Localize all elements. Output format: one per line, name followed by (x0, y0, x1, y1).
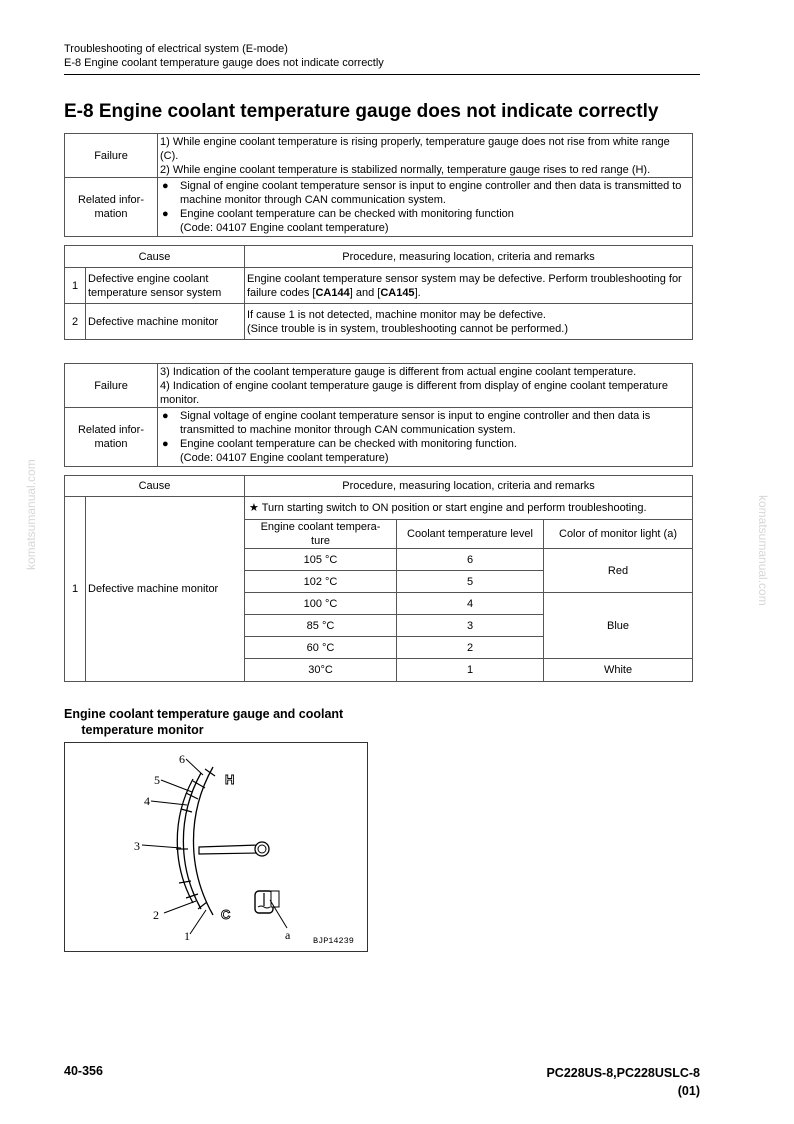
related-info-cell (158, 178, 693, 237)
model-info (546, 1064, 700, 1100)
level-temp: 85 °C (245, 615, 397, 637)
header-rule (64, 74, 700, 75)
cause-number: 1 (65, 268, 86, 304)
watermark-left: komatsumanual.com (24, 459, 38, 570)
procedure-text: Engine coolant temperature sensor system may be defective. Perform troubleshooting for failure codes [CA144] and [CA145]. (245, 268, 693, 304)
level-value: 3 (397, 615, 544, 637)
page-title: E-8 Engine coolant temperature gauge does not indicate correctly (64, 101, 659, 122)
model-name: PC228US-8,PC228USLC-8 (546, 1066, 700, 1080)
cause-table-2 (64, 475, 693, 682)
failure-code: CA145 (380, 286, 415, 299)
gauge-needle (199, 842, 269, 856)
revision: (01) (677, 1084, 700, 1098)
callout-6: 6 (179, 752, 185, 766)
level-value: 2 (397, 637, 544, 659)
gauge-figure (64, 742, 368, 952)
level-value: 5 (397, 571, 544, 593)
callout-2: 2 (153, 908, 159, 922)
level-value: 6 (397, 549, 544, 571)
related-info-item: ● Signal voltage of engine coolant temperature sensor is input to engine controller and then data is transmitted to machine monitor through CAN communication system. (162, 410, 651, 436)
watermark-right: komatsumanual.com (756, 495, 770, 606)
gauge-segment-dividers (176, 769, 215, 909)
procedure-cell (245, 497, 693, 682)
page-number: 40-356 (64, 1064, 103, 1078)
failure-info-table-1 (64, 133, 693, 237)
related-info-item: ● Engine coolant temperature can be checked with monitoring function. (Code: 04107 Engine coolant temperature) (162, 438, 517, 464)
procedure-header: Procedure, measuring location, criteria and remarks (245, 476, 693, 497)
level-temp: 30°C (245, 659, 397, 681)
header-line-1: Troubleshooting of electrical system (E-mode) (64, 43, 288, 55)
callout-5: 5 (154, 773, 160, 787)
level-header-temp: Engine coolant tempera- ture (245, 520, 397, 549)
cold-mark: C (221, 907, 231, 922)
related-info-label: Related infor- mation (65, 408, 158, 467)
star-icon: ★ (249, 502, 262, 514)
callout-3: 3 (134, 839, 140, 853)
failure-label: Failure (65, 364, 158, 408)
failure-label: Failure (65, 134, 158, 178)
cause-header: Cause (65, 476, 245, 497)
related-info-item: ● Engine coolant temperature can be checked with monitoring function (Code: 04107 Engine coolant temperature) (162, 208, 514, 234)
level-header-color: Color of monitor light (a) (544, 520, 693, 549)
failure-text: 3) Indication of the coolant temperature gauge is different from actual engine coolant temperature. 4) Indication of engine coolant temperature gauge is different from display of engine coolant temperature monitor. (158, 364, 693, 408)
cause-table-1 (64, 245, 693, 340)
callout-4: 4 (144, 794, 150, 808)
level-color-red: Red (544, 549, 693, 593)
callout-a: a (285, 928, 291, 942)
procedure-header: Procedure, measuring location, criteria and remarks (245, 246, 693, 268)
level-header-level: Coolant temperature level (397, 520, 544, 549)
cause-number: 1 (65, 497, 86, 682)
cause-number: 2 (65, 304, 86, 340)
procedure-text: If cause 1 is not detected, machine monitor may be defective. (Since trouble is in system, troubleshooting cannot be performed.) (245, 304, 693, 340)
level-temp: 60 °C (245, 637, 397, 659)
cause-text: Defective engine coolant temperature sensor system (86, 268, 245, 304)
callout-1: 1 (184, 929, 190, 943)
related-info-item: ● Signal of engine coolant temperature sensor is input to engine controller and then data is transmitted to machine monitor through CAN communication system. (162, 180, 682, 206)
level-temp: 100 °C (245, 593, 397, 615)
running-header (64, 42, 384, 70)
level-value: 4 (397, 593, 544, 615)
figure-title: Engine coolant temperature gauge and coolant temperature monitor (64, 707, 344, 737)
failure-code: CA144 (315, 286, 350, 299)
level-color-blue: Blue (544, 593, 693, 659)
hot-mark: H (225, 772, 235, 787)
failure-text: 1) While engine coolant temperature is rising properly, temperature gauge does not rise from white range (C). 2) While engine coolant temperature is stabilized normally, temperature gauge rises to red range (H). (158, 134, 693, 178)
figure-code: BJP14239 (313, 936, 354, 946)
cause-text: Defective machine monitor (86, 304, 245, 340)
related-info-cell (158, 408, 693, 467)
level-temp: 105 °C (245, 549, 397, 571)
cause-text: Defective machine monitor (86, 497, 245, 682)
cause-header: Cause (65, 246, 245, 268)
related-info-label: Related infor- mation (65, 178, 158, 237)
gauge-diagram (65, 743, 367, 951)
header-line-2: E-8 Engine coolant temperature gauge does not indicate correctly (64, 57, 384, 69)
star-note: ★ Turn starting switch to ON position or start engine and perform troubleshooting. (245, 497, 692, 520)
level-temp: 102 °C (245, 571, 397, 593)
level-color-white: White (544, 659, 693, 681)
level-value: 1 (397, 659, 544, 681)
level-table (245, 520, 692, 681)
failure-info-table-2 (64, 363, 693, 467)
